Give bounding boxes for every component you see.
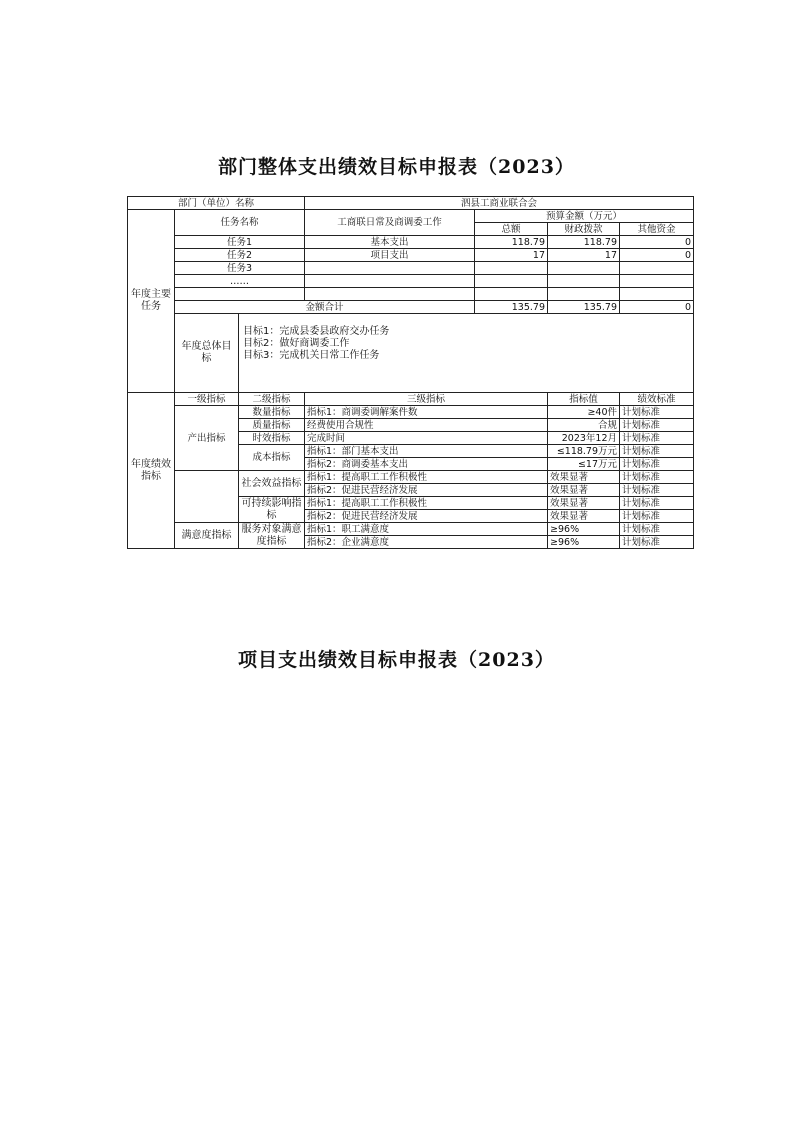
indicator-value: 效果显著: [548, 471, 620, 484]
task-total: [475, 288, 548, 301]
l1-satisfaction: 满意度指标: [175, 523, 239, 549]
sum-total: 135.79: [475, 301, 548, 314]
l3-text: 指标1：职工满意度: [305, 523, 548, 536]
task-other: [620, 275, 694, 288]
department-performance-table: [127, 196, 694, 549]
indicator-value: ≥96%: [548, 536, 620, 549]
table-row: [128, 262, 694, 275]
fiscal-header: 财政拨款: [548, 223, 620, 236]
indicator-standard: 计划标准: [620, 458, 694, 471]
unit-label: 部门（单位）名称: [128, 197, 305, 210]
indicator-standard: 计划标准: [620, 419, 694, 432]
other-header: 其他资金: [620, 223, 694, 236]
task-content: [305, 288, 475, 301]
task-fiscal: 118.79: [548, 236, 620, 249]
sum-label: 金额合计: [175, 301, 475, 314]
goal-line: 目标1：完成县委县政府交办任务: [243, 326, 390, 337]
task-content-header: 工商联日常及商调委工作: [305, 210, 475, 236]
l2-time: 时效指标: [239, 432, 305, 445]
l3-text: 指标2：促进民营经济发展: [305, 510, 548, 523]
tasks-side-label: 年度主要任务: [128, 210, 175, 393]
table-row: [128, 301, 694, 314]
indicator-standard: 计划标准: [620, 406, 694, 419]
task-content: 基本支出: [305, 236, 475, 249]
task-total: [475, 275, 548, 288]
task-name: 任务3: [175, 262, 305, 275]
page-title: 部门整体支出绩效目标申报表（2023）: [218, 156, 575, 178]
l3-header: 三级指标: [305, 393, 548, 406]
task-total: 17: [475, 249, 548, 262]
goals-content: [239, 314, 694, 393]
table-row: [128, 288, 694, 301]
indicator-standard: 计划标准: [620, 445, 694, 458]
task-other: 0: [620, 236, 694, 249]
indicator-value: 2023年12月: [548, 432, 620, 445]
indicators-side-label: 年度绩效指标: [128, 393, 175, 549]
goals-side-label: 年度总体目标: [175, 314, 239, 393]
indicator-value: 效果显著: [548, 484, 620, 497]
goal-line: 目标2：做好商调委工作: [243, 338, 350, 349]
task-fiscal: [548, 262, 620, 275]
table-row: [128, 275, 694, 288]
task-total: 118.79: [475, 236, 548, 249]
l1-effect-blank: [175, 471, 239, 523]
indicator-standard: 计划标准: [620, 471, 694, 484]
l2-header: 二级指标: [239, 393, 305, 406]
l2-sustain: 可持续影响指标: [239, 497, 305, 523]
budget-header: 预算金额（万元）: [475, 210, 694, 223]
task-content: [305, 262, 475, 275]
l2-cost: 成本指标: [239, 445, 305, 471]
l3-text: 指标2：企业满意度: [305, 536, 548, 549]
indicator-value: ≥40件: [548, 406, 620, 419]
l3-text: 完成时间: [305, 432, 548, 445]
l3-text: 指标1：部门基本支出: [305, 445, 548, 458]
task-fiscal: [548, 275, 620, 288]
task-name-header: 任务名称: [175, 210, 305, 236]
table-row: [128, 236, 694, 249]
l3-text: 经费使用合规性: [305, 419, 548, 432]
standard-header: 绩效标准: [620, 393, 694, 406]
indicator-standard: 计划标准: [620, 484, 694, 497]
task-name: ……: [175, 275, 305, 288]
table-row: [128, 471, 694, 484]
indicator-value: ≤118.79万元: [548, 445, 620, 458]
l1-output: 产出指标: [175, 406, 239, 471]
indicator-value: 效果显著: [548, 497, 620, 510]
task-name: 任务1: [175, 236, 305, 249]
value-header: 指标值: [548, 393, 620, 406]
task-total: [475, 262, 548, 275]
l3-text: 指标2：商调委基本支出: [305, 458, 548, 471]
task-other: [620, 262, 694, 275]
indicator-value: ≤17万元: [548, 458, 620, 471]
l3-text: 指标1：提高职工工作积极性: [305, 497, 548, 510]
indicator-standard: 计划标准: [620, 510, 694, 523]
indicator-standard: 计划标准: [620, 497, 694, 510]
task-fiscal: 17: [548, 249, 620, 262]
indicator-standard: 计划标准: [620, 432, 694, 445]
l3-text: 指标2：促进民营经济发展: [305, 484, 548, 497]
task-content: 项目支出: [305, 249, 475, 262]
task-other: [620, 288, 694, 301]
task-name: 任务2: [175, 249, 305, 262]
unit-value: 泗县工商业联合会: [305, 197, 694, 210]
indicator-value: ≥96%: [548, 523, 620, 536]
l3-text: 指标1：商调委调解案件数: [305, 406, 548, 419]
l2-quality: 质量指标: [239, 419, 305, 432]
sum-other: 0: [620, 301, 694, 314]
sum-fiscal: 135.79: [548, 301, 620, 314]
task-other: 0: [620, 249, 694, 262]
project-table-title: 项目支出绩效目标申报表（2023）: [238, 649, 555, 671]
task-fiscal: [548, 288, 620, 301]
table-row: [128, 249, 694, 262]
task-name: [175, 288, 305, 301]
table-row: [128, 406, 694, 419]
task-content: [305, 275, 475, 288]
l2-social: 社会效益指标: [239, 471, 305, 497]
l3-text: 指标1：提高职工工作积极性: [305, 471, 548, 484]
l2-quantity: 数量指标: [239, 406, 305, 419]
table-row: [128, 523, 694, 536]
indicator-standard: 计划标准: [620, 523, 694, 536]
indicator-value: 合规: [548, 419, 620, 432]
goal-line: 目标3：完成机关日常工作任务: [243, 350, 380, 361]
indicator-value: 效果显著: [548, 510, 620, 523]
total-header: 总额: [475, 223, 548, 236]
indicator-standard: 计划标准: [620, 536, 694, 549]
l1-header: 一级指标: [175, 393, 239, 406]
l2-service: 服务对象满意度指标: [239, 523, 305, 549]
